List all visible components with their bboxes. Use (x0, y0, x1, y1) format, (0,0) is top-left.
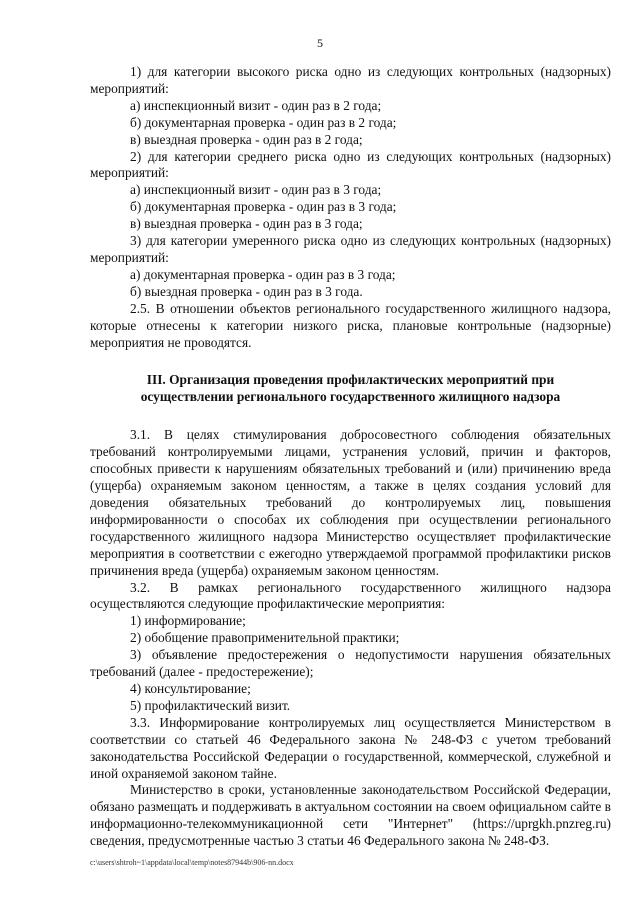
medium-risk-item-b: б) документарная проверка - один раз в 3 года; (130, 199, 397, 215)
paragraph-3-3: 3.3. Информирование контролируемых лиц осуществляется Министерством в соответствии со статьей 46 Федерального закона № 248-ФЗ с учетом требований законодательства Российской Федерации о государственной, коммерческой, служебной и иной охраняемой законом тайне. (90, 714, 611, 781)
paragraph-2-5: 2.5. В отношении объектов регионального государственного жилищного надзора, которые отнесены к категории низкого риска, плановые контрольные (надзорные) мероприятия не проводятся. (90, 300, 611, 350)
high-risk-item-a: а) инспекционный визит - один раз в 2 года; (130, 97, 382, 113)
measure-item-5: 5) профилактический визит. (130, 697, 291, 713)
page-number: 5 (317, 36, 323, 50)
medium-risk-intro: 2) для категории среднего риска одно из следующих контрольных (надзорных) мероприятий: (90, 148, 611, 181)
moderate-risk-intro: 3) для категории умеренного риска одно из следующих контрольных (надзорных) мероприятий: (90, 233, 611, 265)
moderate-risk-item-a: а) документарная проверка - один раз в 3 года; (130, 266, 396, 282)
paragraph-3-2: 3.2. В рамках регионального государственного жилищного надзора осуществляются следующие профилактические мероприятия: (90, 579, 611, 612)
measure-item-4: 4) консультирование; (130, 681, 251, 696)
paragraph-ministry-duties: Министерство в сроки, установленные законодательством Российской Федерации, обязано размещать и поддерживать в актуальном состоянии на своем официальном сайте в информационно-телекоммуникационной сети "Интернет" (https://uprgkh.pnzreg.ru) сведения, предусмотренные частью 3 статьи 46 Федерального закона № 248-ФЗ. (90, 782, 611, 849)
medium-risk-item-c: в) выездная проверка - один раз в 3 года; (130, 216, 363, 232)
document-body (90, 64, 611, 850)
high-risk-intro: 1) для категории высокого риска одно из следующих контрольных (надзорных) мероприятий: (90, 64, 611, 96)
measure-item-1: 1) информирование; (130, 613, 246, 629)
high-risk-item-c: в) выездная проверка - один раз в 2 года; (130, 131, 363, 147)
measure-item-3: 3) объявление предостережения о недопустимости нарушения обязательных требований (далее - предостережение); (90, 647, 611, 680)
medium-risk-item-a: а) инспекционный визит - один раз в 3 года; (130, 182, 382, 198)
measure-item-2: 2) обобщение правоприменительной практики; (130, 630, 400, 646)
section-heading-line-1: III. Организация проведения профилактических мероприятий при (146, 372, 555, 388)
high-risk-item-b: б) документарная проверка - один раз в 2 года; (130, 114, 397, 130)
paragraph-3-1: 3.1. В целях стимулирования добросовестного соблюдения обязательных требований контролируемыми лицами, устранения условий, причин и факторов, способных привести к нарушениям обязательных требований и (или) причинению вреда (ущерба) охраняемым законом ценностям, а также в целях создания условий для доведения обязательных требований до контролируемых лиц, повышения информированности о способах их соблюдения при осуществлении регионального государственного жилищного надзора Министерство осуществляет профилактические мероприятия в соответствии с ежегодно утверждаемой программой профилактики рисков причинения вреда (ущерба) охраняемым законом ценностям. (90, 427, 611, 578)
moderate-risk-item-b: б) выездная проверка - один раз в 3 года. (130, 283, 363, 299)
section-heading-line-2: осуществлении регионального государственного жилищного надзора (140, 389, 561, 405)
section-heading (90, 371, 611, 405)
file-path-footer: c:\users\shtroh~1\appdata\local\temp\notes87944b\906-nn.docx (90, 858, 294, 867)
